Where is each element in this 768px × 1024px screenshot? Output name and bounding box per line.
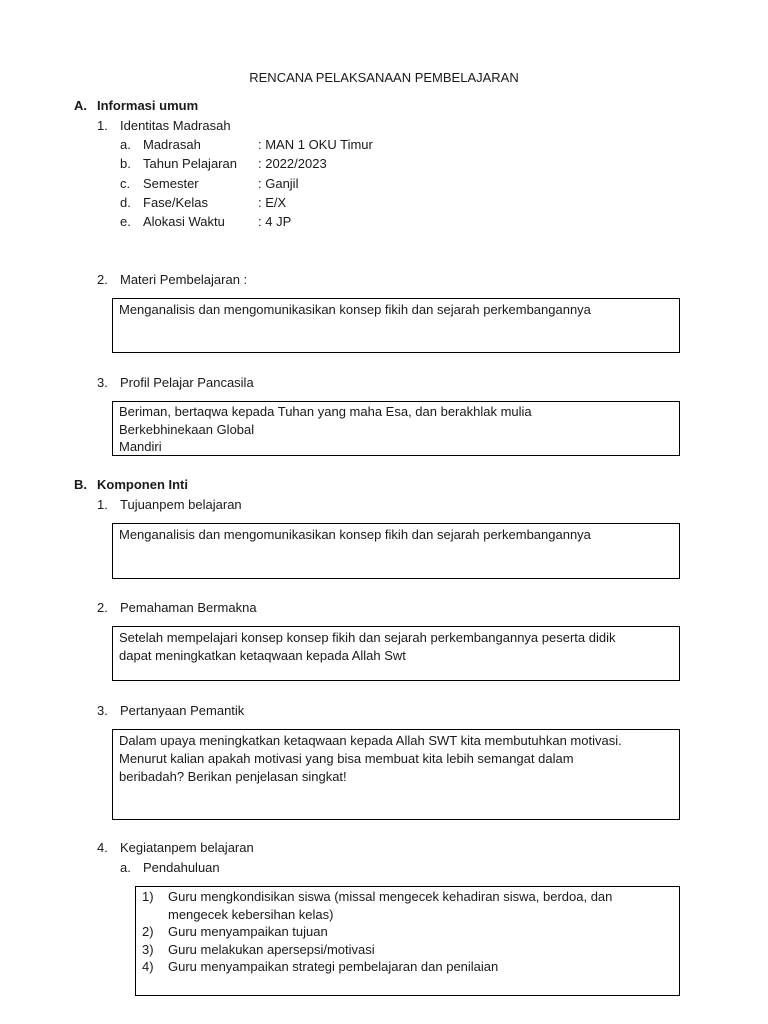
row-value: : E/X <box>258 195 287 210</box>
list-item <box>142 958 673 976</box>
materi-box <box>112 298 680 353</box>
list-number: 4) <box>142 959 154 974</box>
b3-num: 3. <box>97 703 108 718</box>
list-text: Guru melakukan apersepsi/motivasi <box>168 941 375 957</box>
materi-text: Menganalisis dan mengomunikasikan konsep fikih dan sejarah perkembangannya <box>119 302 591 317</box>
section-a-heading: Informasi umum <box>97 98 199 113</box>
list-text: Guru mengkondisikan siswa (missal mengecek kehadiran siswa, berdoa, dan <box>168 889 613 904</box>
profil-line: Beriman, bertaqwa kepada Tuhan yang maha Esa, dan berakhlak mulia <box>119 404 532 419</box>
row-value: : Ganjil <box>258 176 299 191</box>
list-text: Guru menyampaikan strategi pembelajaran dan penilaian <box>168 959 499 974</box>
a2-num: 2. <box>97 272 108 287</box>
pemantik-line: Dalam upaya meningkatkan ketaqwaan kepada Allah SWT kita membutuhkan motivasi. <box>119 733 622 748</box>
profil-line: Berkebhinekaan Global <box>119 421 255 437</box>
b4a-label: Pendahuluan <box>143 860 220 875</box>
row-value: : MAN 1 OKU Timur <box>258 137 373 152</box>
tujuan-box <box>112 523 680 579</box>
pemahaman-line: Setelah mempelajari konsep konsep fikih dan sejarah perkembangannya peserta didik <box>119 630 616 645</box>
row-label: Tahun Pelajaran <box>143 156 237 171</box>
row-label: Semester <box>143 176 199 191</box>
row-letter: d. <box>120 195 131 210</box>
pendahuluan-box <box>135 886 680 996</box>
list-item <box>142 923 673 941</box>
list-number: 1) <box>142 889 154 904</box>
row-label: Alokasi Waktu <box>143 214 225 229</box>
b2-label: Pemahaman Bermakna <box>120 600 257 615</box>
profil-line: Mandiri <box>119 439 162 454</box>
b2-num: 2. <box>97 600 108 615</box>
list-text: mengecek kebersihan kelas) <box>168 906 334 922</box>
list-item <box>142 888 673 923</box>
a3-num: 3. <box>97 375 108 390</box>
row-label: Madrasah <box>143 137 201 152</box>
pemahaman-line: dapat meningkatkan ketaqwaan kepada Allah Swt <box>119 648 406 663</box>
row-letter: b. <box>120 156 131 171</box>
b3-label: Pertanyaan Pemantik <box>120 703 245 718</box>
pemantik-line: beribadah? Berikan penjelasan singkat! <box>119 769 347 784</box>
row-value: : 2022/2023 <box>258 156 327 171</box>
row-label: Fase/Kelas <box>143 195 209 210</box>
b1-label: Tujuanpem belajaran <box>120 497 242 512</box>
b1-num: 1. <box>97 497 108 512</box>
row-letter: c. <box>120 176 131 191</box>
section-a-letter: A. <box>74 98 87 113</box>
section-b-letter: B. <box>74 477 87 492</box>
list-item <box>142 941 673 959</box>
b4-num: 4. <box>97 840 108 855</box>
row-value: : 4 JP <box>258 214 292 229</box>
a1-label: Identitas Madrasah <box>120 118 231 133</box>
a2-label: Materi Pembelajaran : <box>120 272 248 287</box>
row-letter: a. <box>120 137 131 152</box>
a1-num: 1. <box>97 118 108 133</box>
tujuan-text: Menganalisis dan mengomunikasikan konsep fikih dan sejarah perkembangannya <box>119 527 591 542</box>
b4-label: Kegiatanpem belajaran <box>120 840 254 855</box>
b4a-letter: a. <box>120 860 131 875</box>
list-number: 2) <box>142 924 154 939</box>
list-text: Guru menyampaikan tujuan <box>168 924 328 939</box>
pemahaman-box <box>112 626 680 681</box>
pemantik-line: Menurut kalian apakah motivasi yang bisa membuat kita lebih semangat dalam <box>119 751 574 766</box>
pemantik-box <box>112 729 680 820</box>
section-b-heading: Komponen Inti <box>97 477 188 492</box>
row-letter: e. <box>120 214 131 229</box>
a3-label: Profil Pelajar Pancasila <box>120 375 254 390</box>
page-title: RENCANA PELAKSANAAN PEMBELAJARAN <box>249 70 519 85</box>
profil-box <box>112 401 680 456</box>
list-number: 3) <box>142 941 154 957</box>
